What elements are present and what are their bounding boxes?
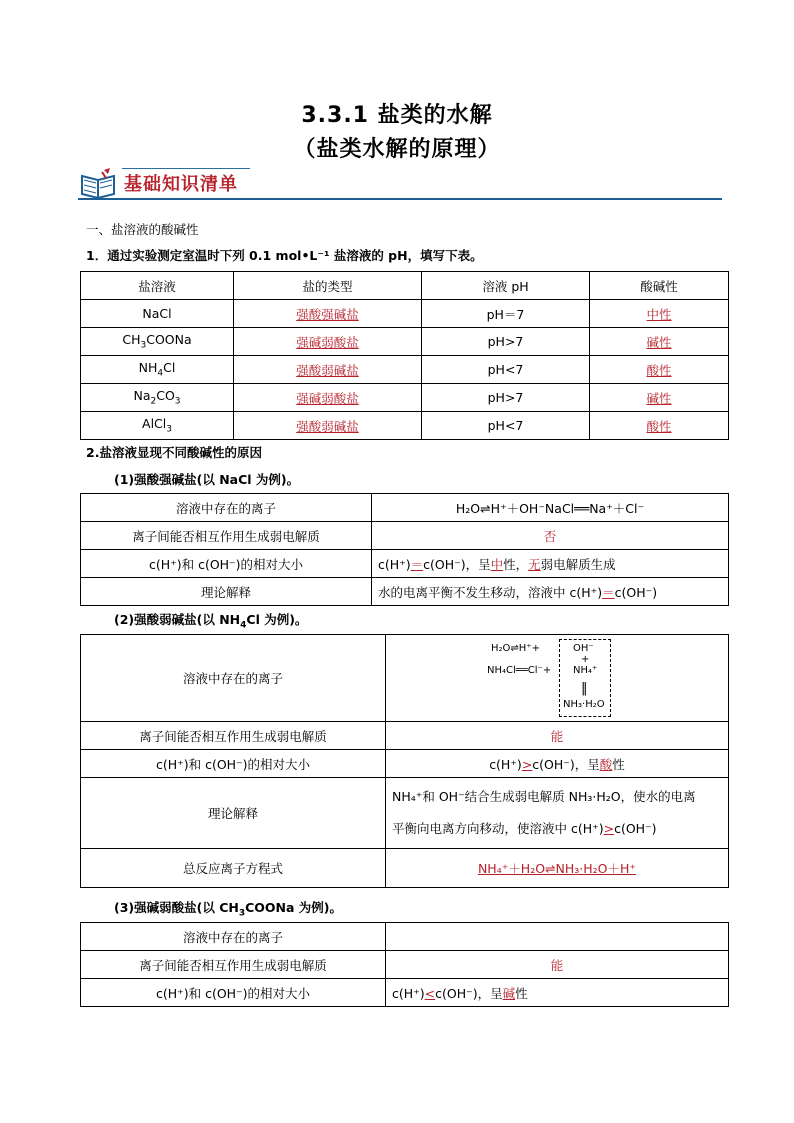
table-header-row — [81, 272, 729, 300]
salt-cell: NaCl — [81, 300, 234, 328]
ion-diagram: H₂O⇌H⁺+ OH⁻ + NH₄Cl══Cl⁻+ NH₄⁺ ‖ NH₃·H₂O — [386, 635, 729, 722]
table-row — [81, 356, 729, 384]
ph-cell: pH<7 — [422, 356, 590, 384]
banner-rule — [78, 198, 722, 200]
answer-nature: 酸性 — [646, 418, 672, 434]
strong-base-weak-acid-table — [80, 922, 729, 1007]
row-label: c(H⁺)和 c(OH⁻)的相对大小 — [81, 750, 386, 778]
banner-label: 基础知识清单 — [124, 174, 238, 195]
answer-type: 强酸弱碱盐 — [296, 418, 359, 434]
strong-acid-weak-base-table — [80, 634, 729, 888]
row-value: c(H⁺)<c(OH⁻)，呈碱性 — [386, 979, 729, 1007]
row-label: 理论解释 — [81, 778, 386, 849]
row-label: 离子间能否相互作用生成弱电解质 — [81, 522, 372, 550]
col-ph: 溶液 pH — [422, 272, 590, 300]
table-row — [81, 578, 729, 606]
salt-cell: $NH_4Cl$ — [81, 356, 234, 384]
answer-type: 强碱弱酸盐 — [296, 390, 359, 406]
subsection-3: (3)强碱弱酸盐(以 $CH_3COONa$ 为例)。 — [114, 900, 342, 919]
table-row — [81, 722, 729, 750]
subsection-1: (1)强酸强碱盐(以 NaCl 为例)。 — [114, 472, 300, 487]
answer-equation: NH₄⁺＋H₂O⇌NH₃·H₂O＋H⁺ — [477, 861, 637, 876]
row-value: H₂O⇌H⁺＋OH⁻NaCl══Na⁺＋Cl⁻ — [372, 494, 729, 522]
answer-nature: 碱性 — [646, 390, 672, 406]
table-row — [81, 300, 729, 328]
answer-nature: 中性 — [646, 306, 672, 322]
row-label: 离子间能否相互作用生成弱电解质 — [81, 722, 386, 750]
row-label: c(H⁺)和 c(OH⁻)的相对大小 — [81, 550, 372, 578]
row-value: c(H⁺)>c(OH⁻)，呈酸性 — [386, 750, 729, 778]
col-type: 盐的类型 — [234, 272, 422, 300]
answer-value: 能 — [550, 728, 564, 744]
answer-type: 强酸强碱盐 — [296, 306, 359, 322]
salt-cell: $Na_2CO_3$ — [81, 384, 234, 412]
banner-rule-top — [122, 168, 250, 169]
answer-nature: 碱性 — [646, 334, 672, 350]
table-row — [81, 849, 729, 888]
answer-value: 否 — [543, 528, 557, 544]
answer-nature: 酸性 — [646, 362, 672, 378]
table-row — [81, 951, 729, 979]
book-icon — [78, 168, 120, 200]
question-1: 1．通过实验测定室温时下列 0.1 mol•L⁻¹ 盐溶液的 pH，填写下表。 — [86, 248, 483, 263]
row-value: c(H⁺)＝c(OH⁻)，呈中性，无弱电解质生成 — [372, 550, 729, 578]
table-row — [81, 494, 729, 522]
ph-cell: pH＝7 — [422, 300, 590, 328]
row-label: 理论解释 — [81, 578, 372, 606]
table-row — [81, 522, 729, 550]
section2-heading: 2.盐溶液显现不同酸碱性的原因 — [86, 445, 262, 460]
row-value: NH₄⁺和 OH⁻结合生成弱电解质 NH₃·H₂O，使水的电离 平衡向电离方向移动，使溶液中 c(H⁺)>c(OH⁻) — [386, 778, 729, 849]
table-row — [81, 923, 729, 951]
answer-type: 强酸弱碱盐 — [296, 362, 359, 378]
row-label: 溶液中存在的离子 — [81, 635, 386, 722]
table-row — [81, 979, 729, 1007]
table-row — [81, 750, 729, 778]
salt-cell: AlCl$_3$ — [81, 412, 234, 440]
answer-type: 强碱弱酸盐 — [296, 334, 359, 350]
ph-cell: pH<7 — [422, 412, 590, 440]
col-salt: 盐溶液 — [81, 272, 234, 300]
page-title: 3.3.1 盐类的水解 — [301, 103, 493, 128]
strong-strong-table — [80, 493, 729, 606]
row-label: 溶液中存在的离子 — [81, 494, 372, 522]
row-value: 水的电离平衡不发生移动，溶液中 c(H⁺)＝c(OH⁻) — [372, 578, 729, 606]
ph-cell: pH>7 — [422, 384, 590, 412]
ph-cell: pH>7 — [422, 328, 590, 356]
row-label: 离子间能否相互作用生成弱电解质 — [81, 951, 386, 979]
section1-heading: 一、盐溶液的酸碱性 — [86, 222, 199, 237]
table-row — [81, 412, 729, 440]
page-subtitle: （盐类水解的原理） — [293, 137, 501, 162]
salt-cell: $CH_3COONa$ — [81, 328, 234, 356]
answer-value: 能 — [550, 957, 564, 973]
subsection-2: (2)强酸弱碱盐(以 $NH_4Cl$ 为例)。 — [114, 612, 308, 631]
row-value — [386, 923, 729, 951]
table-row — [81, 778, 729, 849]
col-nature: 酸碱性 — [590, 272, 729, 300]
table-row — [81, 384, 729, 412]
row-label: 总反应离子方程式 — [81, 849, 386, 888]
table-row — [81, 328, 729, 356]
section-banner — [78, 166, 722, 202]
table-row — [81, 635, 729, 722]
salt-ph-table — [80, 271, 729, 440]
table-row — [81, 550, 729, 578]
row-label: 溶液中存在的离子 — [81, 923, 386, 951]
row-label: c(H⁺)和 c(OH⁻)的相对大小 — [81, 979, 386, 1007]
